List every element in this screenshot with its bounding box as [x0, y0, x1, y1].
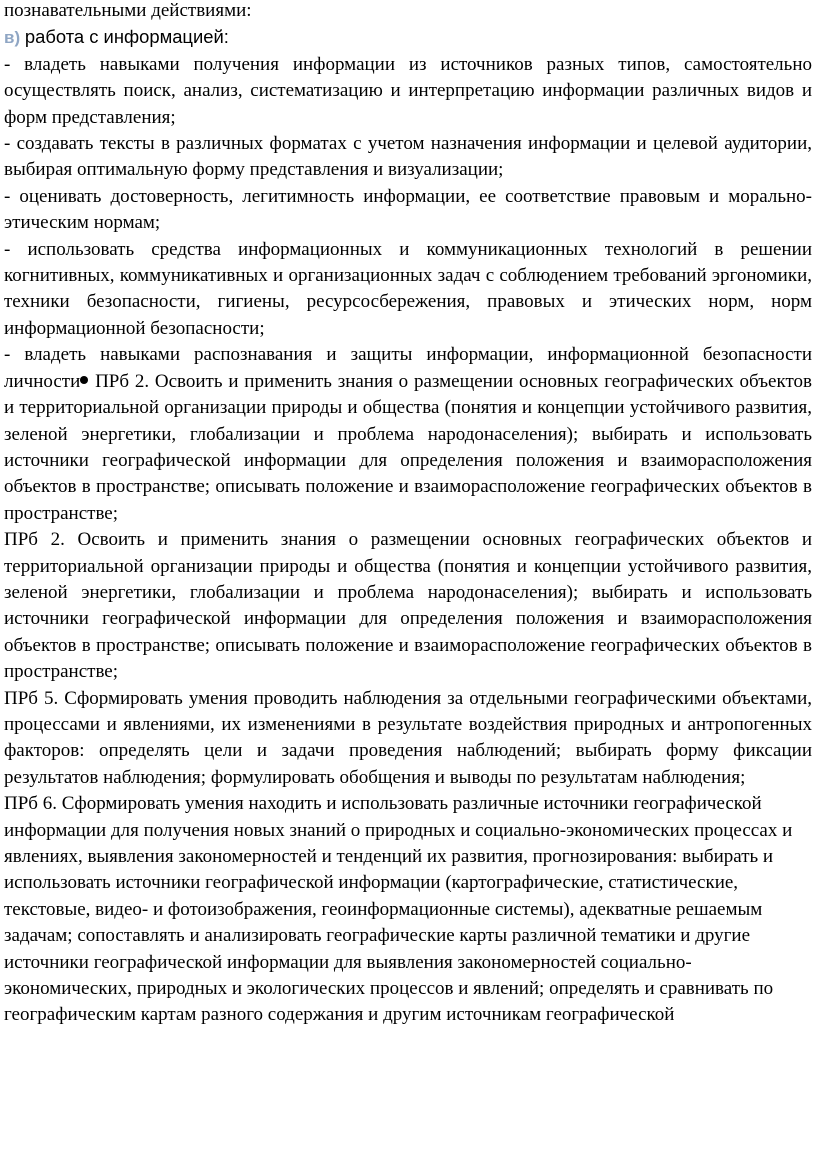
- subsection-title: работа с информацией:: [24, 26, 229, 48]
- document-page: [4, 0, 812, 1029]
- bullet-dot-icon: [80, 376, 88, 384]
- bullet-2: - создавать тексты в различных форматах с учетом назначения информации и целевой аудитории, выбирая оптимальную форму представления и визуализации;: [4, 133, 812, 181]
- intro-line: познавательными действиями:: [4, 0, 252, 21]
- subsection-heading: [4, 24, 812, 51]
- bullet-4: - использовать средства информационных и коммуникационных технологий в решении когнитивных, коммуникативных и организационных задач с соблюдением требований эргономики, техники безопасности, гигиены, ресурсосбережения, правовых и этических норм, норм информационной безопасности;: [4, 238, 812, 339]
- bullet-1: - владеть навыками получения информации из источников разных типов, самостоятельно осуществлять поиск, анализ, систематизацию и интерпретацию информации различных видов и форм представления;: [4, 53, 812, 128]
- bullet-3: - оценивать достоверность, легитимность информации, ее соответствие правовым и морально-этическим нормам;: [4, 185, 812, 234]
- prb-2-paragraph: ПРб 2. Освоить и применить знания о размещении основных географических объектов и территориальной организации природы и общества (понятия и концепции устойчивого развития, зеленой энергетики, глобализации и проблема народонаселения); выбирать и использовать источники географической информации для определения положения и взаиморасположения объектов в пространстве; описывать положение и взаиморасположение географических объектов в пространстве;: [4, 529, 812, 683]
- prb-6-paragraph: ПРб 6. Сформировать умения находить и использовать различные источники географической информации для получения новых знаний о природных и социально-экономических процессах и явлениях, выявления закономерностей и тенденций их развития, прогнозирования: выбирать и использовать источники географической информации (картографические, статистические, текстовые, видео- и фотоизображения, геоинформационные системы), адекватные решаемым задачам; сопоставлять и анализировать географические карты различной тематики и другие источники географической информации для выявления закономерностей социально-экономических, природных и экологических процессов и явлений; определять и сравнивать по географическим картам разного содержания и другим источникам географической: [4, 793, 793, 1026]
- prb-5-paragraph: ПРб 5. Сформировать умения проводить наблюдения за отдельными географическими объектами, процессами и явлениями, их изменениями в результате воздействия природных и антропогенных факторов: определять цели и задачи проведения наблюдений; выбирать форму фиксации результатов наблюдения; формулировать обобщения и выводы по результатам наблюдения;: [4, 687, 812, 788]
- bullet-5: [4, 342, 812, 527]
- bullet-5-start: - владеть навыками распознавания и защиты информации, информационной безопасности личности: [4, 344, 812, 392]
- bullet-5-rest: ПРб 2. Освоить и применить знания о размещении основных географических объектов и территориальной организации природы и общества (понятия и концепции устойчивого развития, зеленой энергетики, глобализации и проблема народонаселения); выбирать и использовать источники географической информации для определения положения и взаиморасположения объектов в пространстве; описывать положение и взаиморасположение географических объектов в пространстве;: [4, 370, 812, 524]
- subsection-letter: в): [4, 28, 21, 48]
